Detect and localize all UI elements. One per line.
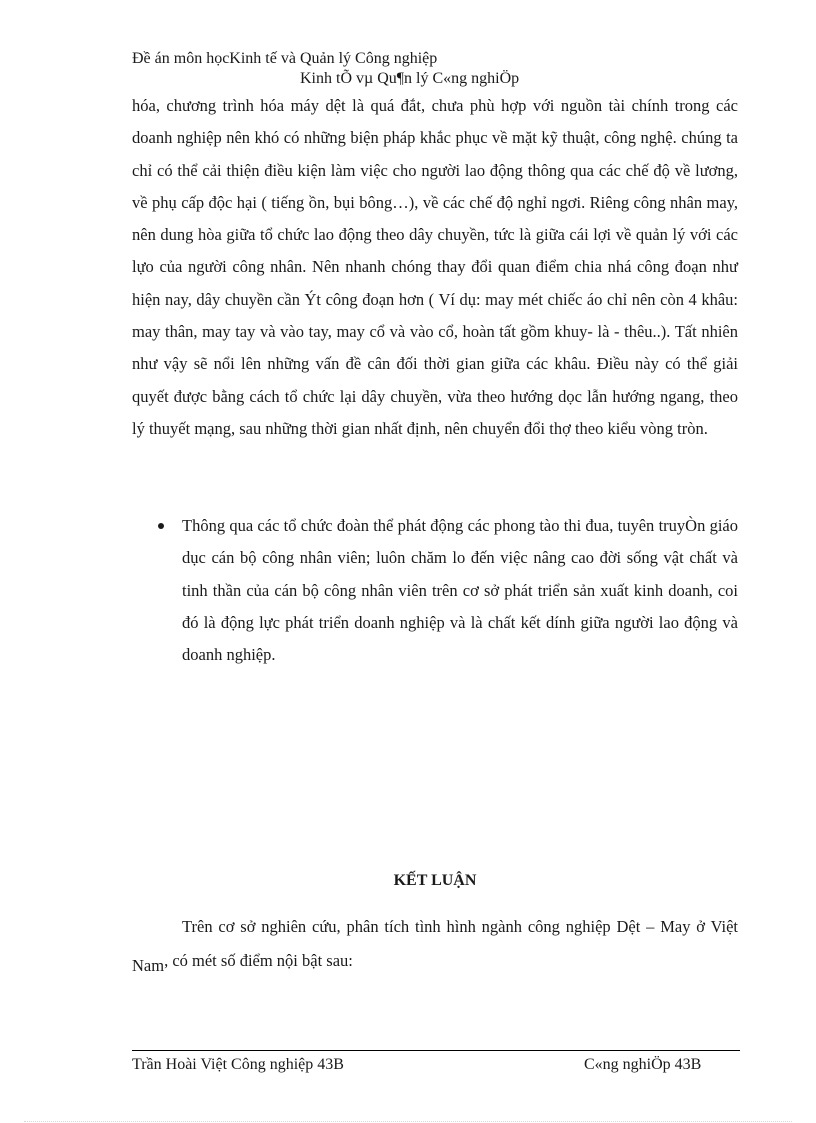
conclusion-text-part2: , có mét số điểm nội bật sau: [164, 951, 353, 970]
bullet-dot-icon [158, 523, 164, 529]
conclusion-text-part1: Trên cơ sở nghiên cứu, phân tích tình hình ngành công nghiệp Dệt – May ở Việt [182, 917, 738, 936]
bullet-item [132, 510, 738, 671]
footer-course: C«ng nghiÖp 43B [584, 1056, 702, 1073]
conclusion-title: KẾT LUẬN [393, 872, 477, 889]
conclusion-paragraph [132, 910, 738, 978]
footer-author: Trần Hoài Việt Công nghiệp 43B [132, 1056, 344, 1073]
conclusion-text-subscript: Nam [132, 956, 165, 975]
body-paragraph: hóa, chương trình hóa máy dệt là quá đắt, chưa phù hợp với nguồn tài chính trong các doanh nghiệp nên khó có những biện pháp khắc phục về mặt kỹ thuật, công nghệ. chúng ta chỉ có thể cải thiện điều kiện làm việc cho người lao động thông qua các chế độ về lương, về phụ cấp độc hại ( tiếng ồn, bụi bông…), về các chế độ nghỉ ngơi. Riêng công nhân may, nên dung hòa giữa tổ chức lao động theo dây chuyền, tức là giữa cái lợi về quản lý với các lựo của người công nhân. Nên nhanh chóng thay đổi quan điểm chia nhá công đoạn như hiện nay, dây chuyền cần Ýt công đoạn hơn ( Ví dụ: may mét chiếc áo chỉ nên còn 4 khâu: may thân, may tay và vào tay, may cổ và vào cổ, hoàn tất gồm khuy- là - thêu..). Tất nhiên như vậy sẽ nổi lên những vấn đề cân đối thời gian giữa các khâu. Điều này có thể giải quyết được bằng cách tổ chức lại dây chuyền, vừa theo hướng dọc lẫn hướng ngang, theo lý thuyết mạng, sau những thời gian nhất định, nên chuyển đổi thợ theo kiểu vòng tròn. [132, 96, 738, 438]
bullet-list [132, 510, 738, 671]
footer-divider [132, 1050, 740, 1051]
body-section [132, 90, 738, 445]
page-header-subtitle: Kinh tÕ vµ Qu¶n lý C«ng nghiÖp [300, 70, 520, 87]
page-header-title: Đề án môn họcKinh tế và Quản lý Công nghiệp [132, 50, 438, 67]
page-edge-divider [24, 1121, 792, 1122]
bullet-item-text: Thông qua các tổ chức đoàn thể phát động các phong tào thi đua, tuyên truyÒn giáo dục cán bộ công nhân viên; luôn chăm lo đến việc nâng cao đời sống vật chất và tinh thần của cán bộ công nhân viên trên cơ sở phát triển sản xuất kinh doanh, coi đó là động lực phát triển doanh nghiệp và là chất kết dính giữa người lao động và doanh nghiệp. [182, 516, 738, 665]
